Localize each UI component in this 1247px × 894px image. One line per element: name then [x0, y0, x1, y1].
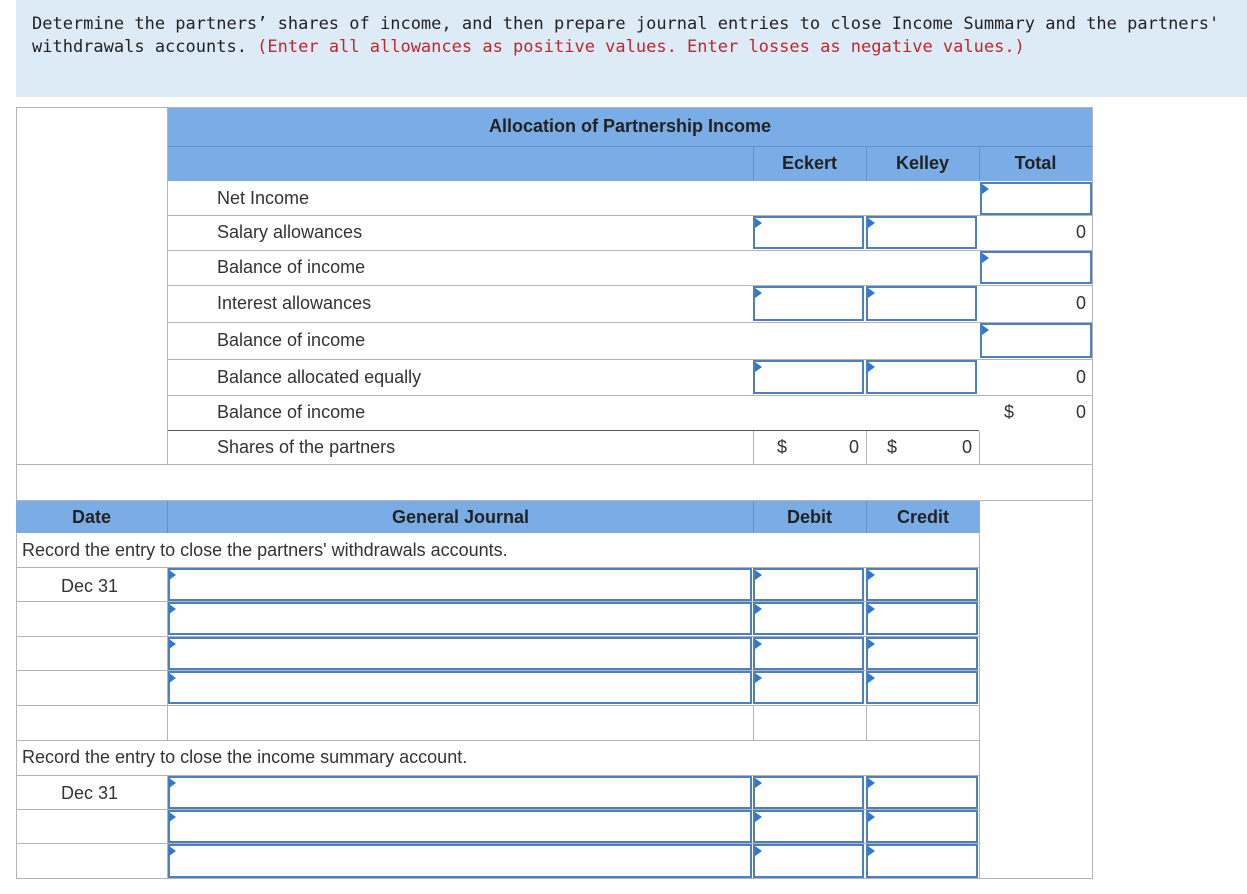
column-eckert: Eckert [781, 153, 838, 173]
input-marker-icon [868, 846, 875, 856]
entry-1-row-2-account[interactable] [168, 602, 752, 635]
equal-eckert-input[interactable] [753, 360, 864, 394]
equal-total-value: 0 [1075, 367, 1086, 387]
column-general-journal: General Journal [391, 507, 530, 527]
input-marker-icon [755, 778, 762, 788]
entry-1-row-2-debit[interactable] [753, 602, 864, 635]
input-marker-icon [755, 673, 762, 683]
salary-kelley-input[interactable] [866, 216, 977, 249]
entry-2-row-1-debit[interactable] [753, 776, 864, 809]
entry-1-row-4-account[interactable] [168, 671, 752, 704]
input-marker-icon [982, 253, 989, 263]
entry-1-row-1-credit[interactable] [866, 568, 978, 601]
entry-2-row-2-account[interactable] [168, 810, 752, 843]
shares-kelley-currency: $ [887, 437, 898, 457]
input-marker-icon [982, 325, 989, 335]
row-shares-of-partners: Shares of the partners [217, 437, 396, 457]
entry-2-row-1-account[interactable] [168, 776, 752, 809]
instructions-banner [16, 0, 1247, 97]
balance-3-currency: $ [1004, 402, 1015, 422]
entry-2-row-1-credit[interactable] [866, 776, 978, 809]
entry-2-date: Dec 31 [61, 783, 119, 803]
input-marker-icon [868, 218, 875, 228]
column-kelley: Kelley [895, 153, 950, 173]
salary-eckert-input[interactable] [753, 216, 864, 249]
input-marker-icon [868, 812, 875, 822]
entry-2-row-3-credit[interactable] [866, 844, 978, 878]
input-marker-icon [169, 812, 176, 822]
row-balance-of-income-2: Balance of income [217, 330, 366, 350]
input-marker-icon [755, 812, 762, 822]
entry-1-row-2-credit[interactable] [866, 602, 978, 635]
column-date: Date [71, 507, 111, 527]
interest-total-value: 0 [1075, 293, 1086, 313]
input-marker-icon [169, 673, 176, 683]
input-marker-icon [169, 604, 176, 614]
input-marker-icon [169, 570, 176, 580]
input-marker-icon [169, 778, 176, 788]
entry-2-row-2-debit[interactable] [753, 810, 864, 843]
instructions-line-2 [32, 36, 1247, 59]
row-balance-of-income-3: Balance of income [217, 402, 366, 422]
row-balance-allocated-equally: Balance allocated equally [217, 367, 422, 387]
entry-1-row-3-credit[interactable] [866, 637, 978, 670]
input-marker-icon [755, 604, 762, 614]
input-marker-icon [868, 673, 875, 683]
entry-2-instruction: Record the entry to close the income summary account. [22, 747, 468, 767]
row-interest-allowances: Interest allowances [217, 293, 372, 313]
interest-kelley-input[interactable] [866, 286, 977, 321]
column-credit: Credit [896, 507, 949, 527]
column-total: Total [1014, 153, 1057, 173]
input-marker-icon [868, 639, 875, 649]
entry-2-row-3-account[interactable] [168, 844, 752, 878]
column-debit: Debit [787, 507, 832, 527]
input-marker-icon [755, 218, 762, 228]
instructions-line-2-text: withdrawals accounts. [32, 37, 258, 57]
input-marker-icon [169, 846, 176, 856]
input-marker-icon [755, 639, 762, 649]
input-marker-icon [868, 604, 875, 614]
input-marker-icon [868, 288, 875, 298]
entry-1-row-1-debit[interactable] [753, 568, 864, 601]
row-net-income: Net Income [217, 188, 310, 208]
entry-1-row-4-credit[interactable] [866, 671, 978, 704]
entry-1-instruction: Record the entry to close the partners' withdrawals accounts. [22, 540, 508, 560]
input-marker-icon [755, 362, 762, 372]
entry-1-row-3-debit[interactable] [753, 637, 864, 670]
salary-total-value: 0 [1075, 222, 1086, 242]
entry-2-row-3-debit[interactable] [753, 844, 864, 878]
instructions-line-1: Determine the partners’ shares of income, and then prepare journal entries to close Income Summary and the partners' [32, 14, 1220, 34]
input-marker-icon [169, 639, 176, 649]
input-marker-icon [755, 288, 762, 298]
net-income-total-input[interactable] [980, 182, 1092, 215]
input-marker-icon [755, 570, 762, 580]
shares-eckert-currency: $ [777, 437, 788, 457]
input-marker-icon [868, 570, 875, 580]
balance-3-total-value: 0 [1075, 402, 1086, 422]
input-marker-icon [868, 778, 875, 788]
entry-1-date: Dec 31 [61, 576, 119, 596]
shares-eckert-value: 0 [848, 437, 859, 457]
input-marker-icon [755, 846, 762, 856]
input-marker-icon [868, 362, 875, 372]
entry-1-row-4-debit[interactable] [753, 671, 864, 704]
allocation-title: Allocation of Partnership Income [488, 116, 772, 136]
entry-1-row-1-account[interactable] [168, 568, 752, 601]
instructions-note: (Enter all allowances as positive values. Enter losses as negative values.) [257, 37, 1025, 57]
balance-2-total-input[interactable] [980, 323, 1092, 358]
input-marker-icon [982, 184, 989, 194]
balance-1-total-input[interactable] [980, 251, 1092, 284]
entry-2-row-2-credit[interactable] [866, 810, 978, 843]
interest-eckert-input[interactable] [753, 286, 864, 321]
row-balance-of-income-1: Balance of income [217, 257, 366, 277]
entry-1-row-3-account[interactable] [168, 637, 752, 670]
shares-kelley-value: 0 [961, 437, 972, 457]
row-salary-allowances: Salary allowances [217, 222, 363, 242]
equal-kelley-input[interactable] [866, 360, 977, 394]
